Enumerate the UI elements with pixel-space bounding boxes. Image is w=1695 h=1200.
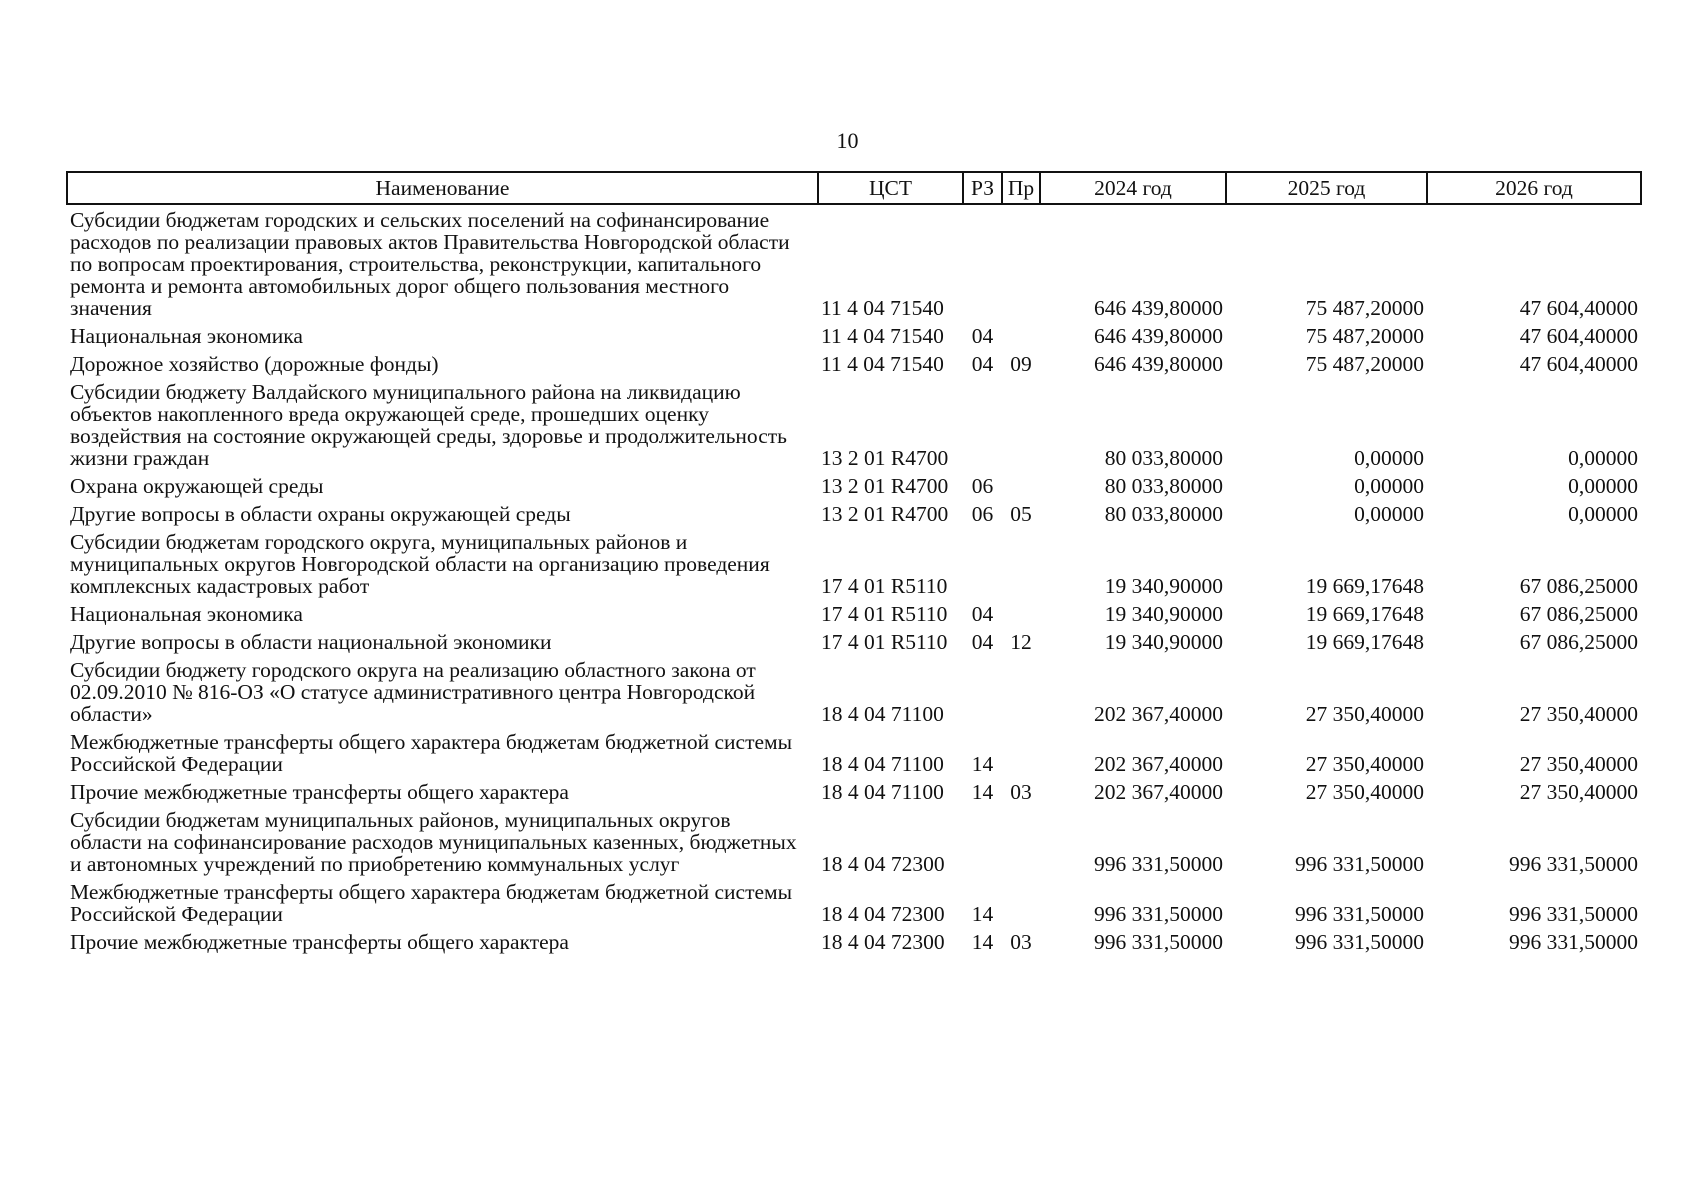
header-2024: 2024 год — [1040, 172, 1226, 204]
row-2024: 80 033,80000 — [1104, 446, 1223, 470]
row-2024: 646 439,80000 — [1094, 352, 1223, 376]
row-pr — [1002, 655, 1040, 727]
row-name: Прочие межбюджетные трансферты общего характера — [70, 930, 569, 954]
row-2024: 646 439,80000 — [1094, 324, 1223, 348]
row-2026: 0,00000 — [1568, 446, 1638, 470]
row-pr: 09 — [1010, 352, 1032, 376]
row-pr: 03 — [1010, 930, 1032, 954]
row-rz: 04 — [971, 630, 994, 654]
row-cst: 11 4 04 71540 — [821, 296, 944, 320]
row-2024: 19 340,90000 — [1104, 602, 1223, 626]
row-rz — [963, 204, 1002, 321]
row-rz: 14 — [971, 930, 994, 954]
row-rz: 14 — [971, 902, 994, 926]
row-2026: 47 604,40000 — [1519, 296, 1638, 320]
row-2025: 27 350,40000 — [1305, 780, 1424, 804]
row-pr: 12 — [1010, 630, 1032, 654]
row-2024: 80 033,80000 — [1104, 502, 1223, 526]
row-rz — [963, 805, 1002, 877]
table-row — [67, 805, 1641, 877]
table-row — [67, 927, 1641, 955]
row-2024: 19 340,90000 — [1104, 574, 1223, 598]
table-row — [67, 777, 1641, 805]
row-cst: 18 4 04 72300 — [821, 902, 945, 926]
row-2026: 67 086,25000 — [1519, 630, 1638, 654]
header-2025: 2025 год — [1226, 172, 1427, 204]
header-2026: 2026 год — [1427, 172, 1641, 204]
row-rz: 04 — [971, 602, 994, 626]
row-2026: 47 604,40000 — [1519, 324, 1638, 348]
row-pr — [1002, 377, 1040, 471]
row-2025: 996 331,50000 — [1295, 852, 1424, 876]
row-rz: 06 — [971, 502, 994, 526]
row-name: Субсидии бюджетам муниципальных районов, муниципальных округов области на софинансирование расходов муниципальных казенных, бюджетных и автономных учреждений по приобретению коммунальных услуг — [70, 808, 797, 876]
row-2024: 202 367,40000 — [1094, 780, 1223, 804]
table-row — [67, 599, 1641, 627]
row-rz: 06 — [971, 474, 994, 498]
header-rz: РЗ — [963, 172, 1002, 204]
row-cst: 17 4 01 R5110 — [821, 602, 948, 626]
row-2025: 19 669,17648 — [1305, 574, 1424, 598]
row-rz: 04 — [971, 324, 994, 348]
row-rz — [963, 527, 1002, 599]
row-2026: 27 350,40000 — [1519, 752, 1638, 776]
row-cst: 17 4 01 R5110 — [821, 574, 948, 598]
row-2026: 996 331,50000 — [1509, 902, 1638, 926]
row-cst: 17 4 01 R5110 — [821, 630, 948, 654]
row-2025: 0,00000 — [1354, 474, 1424, 498]
row-2025: 0,00000 — [1354, 502, 1424, 526]
row-2026: 67 086,25000 — [1519, 602, 1638, 626]
row-2024: 996 331,50000 — [1094, 902, 1223, 926]
row-cst: 13 2 01 R4700 — [821, 502, 949, 526]
table-row — [67, 349, 1641, 377]
row-2025: 996 331,50000 — [1295, 930, 1424, 954]
row-rz: 04 — [971, 352, 994, 376]
header-pr: Пр — [1002, 172, 1040, 204]
row-cst: 11 4 04 71540 — [821, 352, 944, 376]
row-2025: 0,00000 — [1354, 446, 1424, 470]
row-pr — [1002, 204, 1040, 321]
row-name: Дорожное хозяйство (дорожные фонды) — [70, 352, 439, 376]
row-2024: 202 367,40000 — [1094, 702, 1223, 726]
row-2026: 0,00000 — [1568, 502, 1638, 526]
page-number: 10 — [836, 128, 859, 153]
row-2026: 47 604,40000 — [1519, 352, 1638, 376]
header-name: Наименование — [67, 172, 818, 204]
row-cst: 13 2 01 R4700 — [821, 474, 949, 498]
row-pr — [1002, 727, 1040, 777]
row-2024: 996 331,50000 — [1094, 930, 1223, 954]
row-2025: 75 487,20000 — [1305, 324, 1424, 348]
row-cst: 18 4 04 71100 — [821, 702, 944, 726]
row-2024: 996 331,50000 — [1094, 852, 1223, 876]
row-2025: 75 487,20000 — [1305, 352, 1424, 376]
table-row — [67, 527, 1641, 599]
row-name: Субсидии бюджету городского округа на реализацию областного закона от 02.09.2010 № 816-ОЗ «О статусе административного центра Новгородской области» — [70, 658, 756, 726]
row-pr: 03 — [1010, 780, 1032, 804]
table-row — [67, 499, 1641, 527]
row-name: Межбюджетные трансферты общего характера бюджетам бюджетной системы Российской Федерации — [70, 730, 793, 776]
row-2025: 75 487,20000 — [1305, 296, 1424, 320]
table-row — [67, 627, 1641, 655]
table-row — [67, 377, 1641, 471]
row-pr: 05 — [1010, 502, 1032, 526]
table-row — [67, 204, 1641, 321]
row-pr — [1002, 471, 1040, 499]
row-2024: 202 367,40000 — [1094, 752, 1223, 776]
table-row — [67, 655, 1641, 727]
row-2025: 27 350,40000 — [1305, 702, 1424, 726]
row-cst: 18 4 04 72300 — [821, 852, 945, 876]
row-2025: 19 669,17648 — [1305, 602, 1424, 626]
row-rz — [963, 655, 1002, 727]
table-row — [67, 471, 1641, 499]
row-cst: 18 4 04 72300 — [821, 930, 945, 954]
row-2026: 67 086,25000 — [1519, 574, 1638, 598]
row-pr — [1002, 321, 1040, 349]
table-row — [67, 321, 1641, 349]
row-2024: 80 033,80000 — [1104, 474, 1223, 498]
header-cst: ЦСТ — [818, 172, 963, 204]
row-2026: 996 331,50000 — [1509, 930, 1638, 954]
row-cst: 18 4 04 71100 — [821, 752, 944, 776]
row-2026: 0,00000 — [1568, 474, 1638, 498]
row-pr — [1002, 599, 1040, 627]
row-name: Прочие межбюджетные трансферты общего характера — [70, 780, 569, 804]
row-2026: 27 350,40000 — [1519, 780, 1638, 804]
table-row — [67, 877, 1641, 927]
row-cst: 11 4 04 71540 — [821, 324, 944, 348]
row-2024: 19 340,90000 — [1104, 630, 1223, 654]
row-rz: 14 — [971, 780, 994, 804]
row-2025: 27 350,40000 — [1305, 752, 1424, 776]
row-name: Другие вопросы в области национальной экономики — [70, 630, 552, 654]
row-rz — [963, 377, 1002, 471]
row-2025: 19 669,17648 — [1305, 630, 1424, 654]
row-2025: 996 331,50000 — [1295, 902, 1424, 926]
row-pr — [1002, 805, 1040, 877]
row-pr — [1002, 877, 1040, 927]
row-2026: 996 331,50000 — [1509, 852, 1638, 876]
row-name: Национальная экономика — [70, 324, 303, 348]
row-name: Субсидии бюджетам городского округа, муниципальных районов и муниципальных округов Новгородской области на организацию проведения комплексных кадастровых работ — [70, 530, 770, 598]
row-cst: 13 2 01 R4700 — [821, 446, 949, 470]
row-name: Субсидии бюджету Валдайского муниципального района на ликвидацию объектов накопленного вреда окружающей среде, прошедших оценку воздействия на состояние окружающей среды, здоровье и продолжительность жизни граждан — [70, 380, 787, 470]
row-2026: 27 350,40000 — [1519, 702, 1638, 726]
row-name: Охрана окружающей среды — [70, 474, 324, 498]
table-row — [67, 727, 1641, 777]
row-name: Межбюджетные трансферты общего характера бюджетам бюджетной системы Российской Федерации — [70, 880, 793, 926]
budget-table — [66, 171, 1642, 955]
row-rz: 14 — [971, 752, 994, 776]
row-name: Другие вопросы в области охраны окружающей среды — [70, 502, 571, 526]
row-name: Национальная экономика — [70, 602, 303, 626]
row-cst: 18 4 04 71100 — [821, 780, 944, 804]
row-pr — [1002, 527, 1040, 599]
table-header-row — [67, 172, 1641, 204]
row-name: Субсидии бюджетам городских и сельских поселений на софинансирование расходов по реализации правовых актов Правительства Новгородской области по вопросам проектирования, строительства, реконструкции, капитального ремонта и ремонта автомобильных дорог общего пользования местного значения — [70, 208, 790, 320]
row-2024: 646 439,80000 — [1094, 296, 1223, 320]
